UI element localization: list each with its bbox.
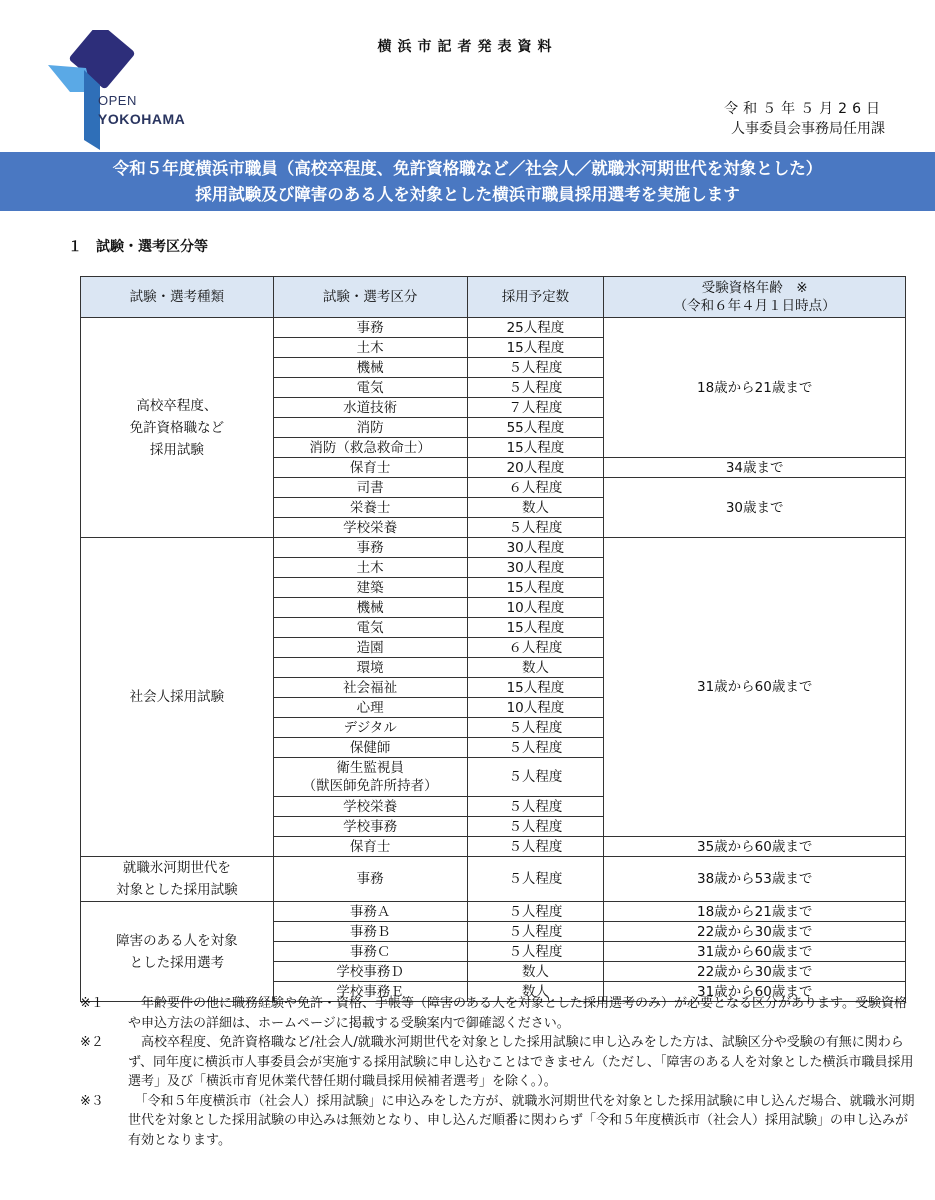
planned-count-cell: 20人程度 (467, 458, 604, 478)
planned-count-cell: 数人 (467, 498, 604, 518)
footnote-mark: ※３ (80, 1093, 104, 1109)
exam-category-line: 栄養士 (349, 499, 391, 516)
planned-count-cell: ５人程度 (467, 857, 604, 902)
logo-text-open: OPEN (98, 93, 137, 108)
planned-count-cell: 30人程度 (467, 538, 604, 558)
release-date: 令和５年５月26日 (724, 101, 885, 117)
exam-category-table (80, 276, 906, 1002)
logo-text (98, 91, 185, 129)
exam-type-line: 採用試験 (149, 441, 204, 458)
exam-category-cell (273, 318, 467, 338)
exam-category-line: 電気 (356, 619, 384, 636)
exam-category-line: 事務 (356, 319, 384, 336)
exam-category-line: 保育士 (349, 459, 391, 476)
eligible-age-cell: 31歳から60歳まで (604, 982, 906, 1002)
planned-count-cell: ５人程度 (467, 817, 604, 837)
footnote-text: 「令和５年度横浜市（社会人）採用試験」に申込みをした方が、就職氷河期世代を対象とした採用試験に申し込んだ場合、就職氷河期世代を対象とした採用試験の申込みは無効となり、申し込んだ順番に関わらず「令和５年度横浜市（社会人）採用試験」の申し込みが有効となります。 (128, 1093, 915, 1148)
table-row (81, 857, 906, 902)
planned-count-cell: ５人程度 (467, 358, 604, 378)
exam-type-line: とした採用選考 (129, 954, 225, 971)
exam-category-line: 電気 (356, 379, 384, 396)
eligible-age-cell: 35歳から60歳まで (604, 837, 906, 857)
header-planned-count: 採用予定数 (467, 277, 604, 318)
footnote (80, 1092, 915, 1151)
header-eligible-age-line1: 受験資格年齢 ※ (701, 280, 808, 296)
exam-category-line: 事務Ｂ (349, 923, 391, 940)
exam-category-cell (273, 418, 467, 438)
exam-category-line: 学校事務 (343, 818, 398, 835)
exam-category-line: 事務Ｃ (349, 943, 391, 960)
planned-count-cell: ５人程度 (467, 518, 604, 538)
exam-type-cell (81, 318, 274, 538)
exam-category-cell (273, 538, 467, 558)
table-row (81, 538, 906, 558)
eligible-age-cell: 18歳から21歳まで (604, 318, 906, 458)
headline-banner (0, 152, 935, 211)
exam-category-cell (273, 942, 467, 962)
planned-count-cell: 10人程度 (467, 598, 604, 618)
footnotes (80, 994, 915, 1150)
exam-category-cell (273, 837, 467, 857)
exam-category-line: 機械 (356, 599, 384, 616)
planned-count-cell: 数人 (467, 658, 604, 678)
exam-category-line: デジタル (343, 719, 397, 736)
exam-type-cell (81, 902, 274, 1002)
exam-category-cell (273, 598, 467, 618)
exam-category-line: （獣医師免許所持者） (302, 778, 438, 794)
press-release-title: 横浜市記者発表資料 (377, 39, 558, 55)
exam-category-line: 水道技術 (343, 399, 398, 416)
exam-category-cell (273, 498, 467, 518)
exam-category-cell (273, 558, 467, 578)
exam-category-line: 事務Ａ (349, 903, 391, 920)
planned-count-cell: ６人程度 (467, 478, 604, 498)
exam-category-cell (273, 438, 467, 458)
eligible-age-cell: 22歳から30歳まで (604, 962, 906, 982)
exam-type-cell (81, 538, 274, 857)
eligible-age-cell: 31歳から60歳まで (604, 538, 906, 837)
exam-category-cell (273, 902, 467, 922)
exam-category-line: 学校事務Ｄ (336, 963, 404, 980)
planned-count-cell: ７人程度 (467, 398, 604, 418)
footnote (80, 1033, 915, 1092)
exam-category-cell (273, 857, 467, 902)
planned-count-cell: ５人程度 (467, 902, 604, 922)
exam-category-line: 造園 (356, 639, 384, 656)
section-title: １ 試験・選考区分等 (68, 239, 208, 255)
planned-count-cell: 25人程度 (467, 318, 604, 338)
exam-type-cell (81, 857, 274, 902)
exam-category-cell (273, 618, 467, 638)
exam-category-line: 土木 (356, 339, 384, 356)
planned-count-cell: ５人程度 (467, 922, 604, 942)
exam-category-line: 学校事務Ｅ (336, 983, 404, 1000)
planned-count-cell: ６人程度 (467, 638, 604, 658)
exam-category-line: 司書 (356, 479, 384, 496)
exam-category-line: 機械 (356, 359, 384, 376)
exam-category-line: 事務 (356, 539, 384, 556)
planned-count-cell: 15人程度 (467, 438, 604, 458)
exam-category-cell (273, 658, 467, 678)
exam-category-line: 消防（救急救命士） (309, 439, 431, 456)
header-eligible-age-line2: （令和６年４月１日時点） (673, 298, 836, 314)
department-name: 人事委員会事務局任用課 (731, 121, 885, 137)
footnote-mark: ※１ (80, 996, 104, 1011)
exam-category-cell (273, 678, 467, 698)
exam-type-line: 高校卒程度、 (136, 397, 218, 414)
exam-category-cell (273, 922, 467, 942)
exam-category-cell (273, 638, 467, 658)
exam-category-line: 心理 (356, 699, 384, 716)
planned-count-cell: 30人程度 (467, 558, 604, 578)
planned-count-cell: 15人程度 (467, 578, 604, 598)
exam-category-cell (273, 698, 467, 718)
exam-category-line: 保育士 (349, 838, 391, 855)
exam-type-line: 社会人採用試験 (129, 689, 225, 705)
exam-category-line: 学校栄養 (343, 519, 398, 536)
planned-count-cell: ５人程度 (467, 758, 604, 797)
planned-count-cell: 15人程度 (467, 678, 604, 698)
exam-category-line: 消防 (356, 419, 384, 436)
planned-count-cell: ５人程度 (467, 738, 604, 758)
exam-category-cell (273, 718, 467, 738)
exam-category-line: 建築 (356, 579, 384, 596)
eligible-age-cell: 18歳から21歳まで (604, 902, 906, 922)
planned-count-cell: 15人程度 (467, 618, 604, 638)
exam-category-cell (273, 578, 467, 598)
header-exam-type: 試験・選考種類 (81, 277, 274, 318)
footnote (80, 994, 915, 1033)
eligible-age-cell: 30歳まで (604, 478, 906, 538)
planned-count-cell: 15人程度 (467, 338, 604, 358)
exam-type-line: 就職氷河期世代を (122, 860, 231, 876)
exam-category-cell (273, 962, 467, 982)
exam-category-cell (273, 758, 467, 797)
logo-text-yokohama: YOKOHAMA (98, 111, 186, 127)
exam-category-line: 土木 (356, 559, 384, 576)
exam-category-cell (273, 378, 467, 398)
planned-count-cell: 10人程度 (467, 698, 604, 718)
exam-category-cell (273, 817, 467, 837)
exam-category-line: 社会福祉 (343, 679, 398, 696)
planned-count-cell: 55人程度 (467, 418, 604, 438)
footnote-text: 年齢要件の他に職務経験や免許・資格、手帳等（障害のある人を対象とした採用選考のみ）が必要となる区分があります。受験資格や申込方法の詳細は、ホームページに掲載する受験案内で御確認ください。 (128, 996, 907, 1031)
exam-category-cell (273, 478, 467, 498)
header-eligible-age (604, 277, 906, 318)
table-header-row (81, 277, 906, 318)
eligible-age-cell: 34歳まで (604, 458, 906, 478)
exam-category-line: 衛生監視員 (336, 760, 404, 776)
exam-category-cell (273, 738, 467, 758)
exam-category-cell (273, 518, 467, 538)
footnote-text: 高校卒程度、免許資格職など/社会人/就職氷河期世代を対象とした採用試験に申し込みをした方は、試験区分や受験の有無に関わらず、同年度に横浜市人事委員会が実施する採用試験に申し込むことはできません（ただし、「障害のある人を対象とした横浜市職員採用選考」及び「横浜市育児休業代替任期付職員採用候補者選考」を除く。）。 (128, 1035, 914, 1089)
planned-count-cell: 数人 (467, 982, 604, 1002)
header-exam-category: 試験・選考区分 (273, 277, 467, 318)
headline-line-1: 令和５年度横浜市職員（高校卒程度、免許資格職など／社会人／就職氷河期世代を対象とした） (112, 159, 823, 178)
planned-count-cell: ５人程度 (467, 378, 604, 398)
eligible-age-cell: 38歳から53歳まで (604, 857, 906, 902)
exam-type-line: 障害のある人を対象 (116, 932, 238, 949)
exam-category-cell (273, 338, 467, 358)
exam-category-line: 学校栄養 (343, 798, 398, 815)
exam-category-line: 環境 (356, 659, 384, 676)
exam-category-cell (273, 797, 467, 817)
exam-category-cell (273, 398, 467, 418)
planned-count-cell: ５人程度 (467, 942, 604, 962)
planned-count-cell: ５人程度 (467, 718, 604, 738)
planned-count-cell: ５人程度 (467, 837, 604, 857)
exam-type-line: 免許資格職など (129, 419, 225, 436)
planned-count-cell: ５人程度 (467, 797, 604, 817)
table-body (81, 318, 906, 1002)
table-row (81, 318, 906, 338)
exam-category-line: 保健師 (349, 739, 391, 756)
eligible-age-cell: 22歳から30歳まで (604, 922, 906, 942)
headline-line-2: 採用試験及び障害のある人を対象とした横浜市職員採用選考を実施します (195, 185, 740, 204)
table-row (81, 902, 906, 922)
exam-category-line: 事務 (356, 871, 384, 887)
exam-type-line: 対象とした採用試験 (116, 882, 238, 898)
exam-category-cell (273, 458, 467, 478)
eligible-age-cell: 31歳から60歳まで (604, 942, 906, 962)
exam-category-cell (273, 358, 467, 378)
footnote-mark: ※２ (80, 1035, 104, 1050)
planned-count-cell: 数人 (467, 962, 604, 982)
